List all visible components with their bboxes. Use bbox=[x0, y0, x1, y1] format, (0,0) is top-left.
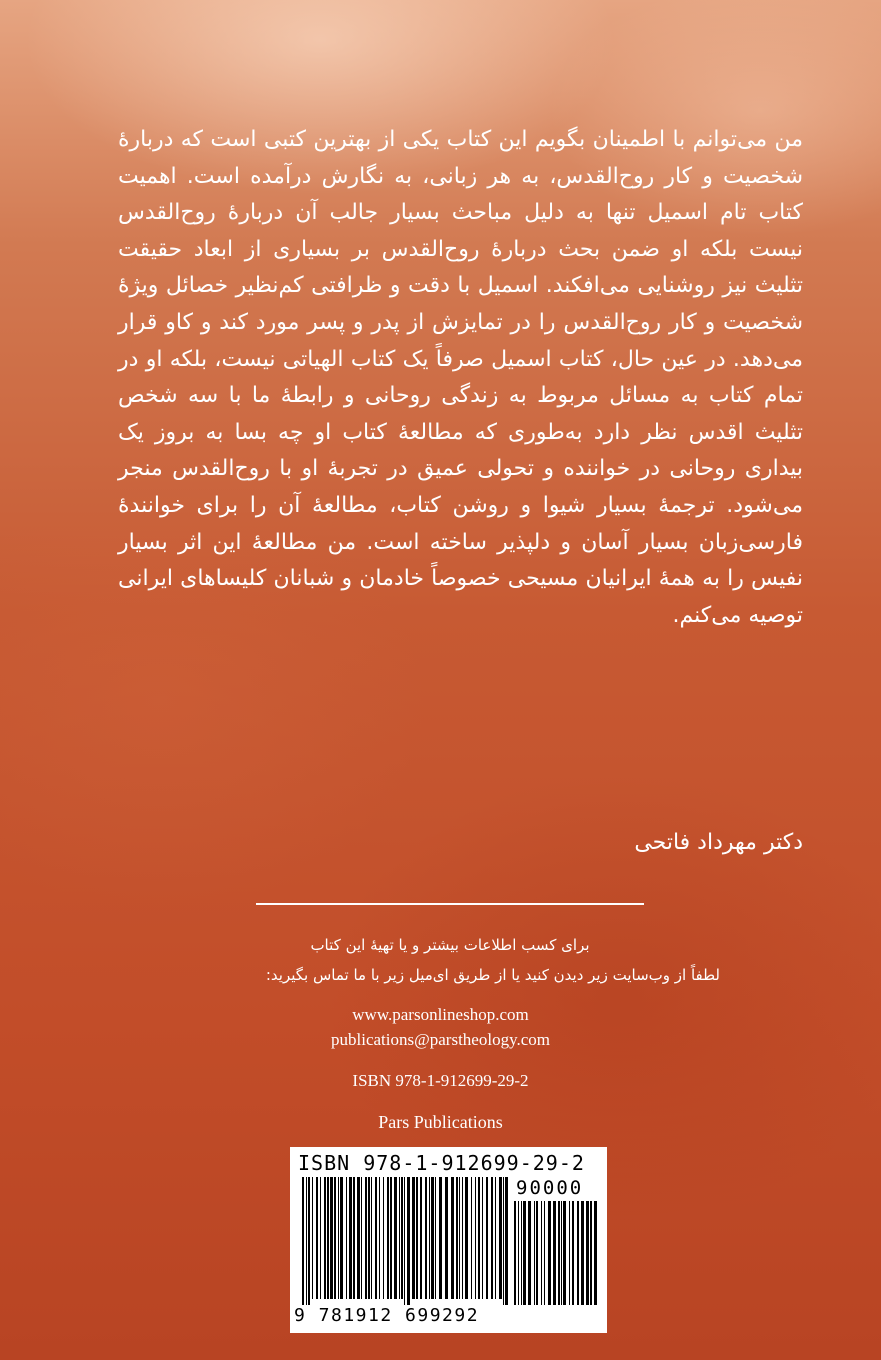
barcode-bar bbox=[465, 1177, 468, 1299]
barcode-bar bbox=[340, 1177, 343, 1299]
barcode-bar bbox=[368, 1177, 370, 1299]
publisher-name: Pars Publications bbox=[378, 1112, 503, 1132]
barcode-panel bbox=[290, 1147, 607, 1333]
barcode-bar bbox=[365, 1177, 367, 1299]
barcode-price-code: 90000 bbox=[516, 1177, 584, 1199]
barcode-bar bbox=[548, 1201, 551, 1305]
barcode-bar bbox=[308, 1177, 310, 1305]
barcode-bar bbox=[445, 1177, 448, 1299]
barcode-bar bbox=[316, 1177, 318, 1299]
barcode-bar bbox=[379, 1177, 380, 1299]
barcode-bar bbox=[518, 1201, 519, 1305]
barcode-bar bbox=[361, 1177, 362, 1299]
blurb-author: دکتر مهرداد فاتحی bbox=[634, 830, 803, 855]
barcode-bar bbox=[429, 1177, 430, 1299]
barcode-bar bbox=[553, 1201, 556, 1305]
barcode-bar bbox=[431, 1177, 434, 1299]
barcode-bar bbox=[486, 1177, 488, 1299]
email-link[interactable]: publications@parstheology.com bbox=[331, 1030, 550, 1049]
barcode-bar bbox=[523, 1201, 526, 1305]
barcode-bar bbox=[586, 1201, 589, 1305]
barcode-bar bbox=[563, 1201, 566, 1305]
barcode-bar bbox=[353, 1177, 355, 1299]
barcode-bar bbox=[338, 1177, 339, 1299]
info-line-1: برای کسب اطلاعات بیشتر و یا تهیهٔ این کتاب bbox=[310, 936, 590, 954]
isbn-text: ISBN 978-1-912699-29-2 bbox=[352, 1071, 529, 1090]
barcode-bar bbox=[577, 1201, 579, 1305]
barcode-bar bbox=[416, 1177, 418, 1299]
barcode-bar bbox=[399, 1177, 400, 1299]
barcode-bar bbox=[302, 1177, 304, 1305]
barcode-bar bbox=[420, 1177, 422, 1299]
barcode-bar bbox=[383, 1177, 384, 1299]
barcode-bar bbox=[505, 1177, 508, 1305]
barcode-bar bbox=[456, 1177, 458, 1299]
barcode-bar bbox=[404, 1177, 405, 1305]
barcode-bar bbox=[435, 1177, 436, 1299]
barcode-bar bbox=[451, 1177, 454, 1299]
barcode-bar bbox=[475, 1177, 476, 1299]
barcode-bar bbox=[471, 1177, 472, 1299]
barcode-bar bbox=[499, 1177, 502, 1299]
barcode-bar bbox=[407, 1177, 410, 1305]
barcode-bar bbox=[346, 1177, 347, 1299]
divider-line bbox=[256, 903, 644, 905]
barcode-bar bbox=[439, 1177, 442, 1299]
barcode-bar bbox=[412, 1177, 415, 1299]
barcode-bar bbox=[327, 1177, 329, 1299]
barcode-bar bbox=[425, 1177, 427, 1299]
barcode-bar bbox=[330, 1177, 333, 1299]
barcode-bar bbox=[521, 1201, 522, 1305]
barcode-bar bbox=[387, 1177, 389, 1299]
barcode-bar bbox=[536, 1201, 538, 1305]
barcode-bar bbox=[371, 1177, 372, 1299]
barcode-main-bars bbox=[302, 1177, 508, 1305]
barcode-bar bbox=[375, 1177, 377, 1299]
barcode-bar bbox=[312, 1177, 313, 1299]
barcode-digits: 9 781912 699292 bbox=[294, 1305, 480, 1326]
barcode-bar bbox=[394, 1177, 397, 1299]
barcode-bar bbox=[590, 1201, 592, 1305]
barcode-bar bbox=[572, 1201, 574, 1305]
barcode-bar bbox=[544, 1201, 545, 1305]
barcode-bar bbox=[558, 1201, 560, 1305]
barcode-bar bbox=[401, 1177, 403, 1299]
barcode-bar bbox=[349, 1177, 352, 1299]
barcode-bar bbox=[561, 1201, 562, 1305]
barcode-bar bbox=[495, 1177, 496, 1299]
barcode-bar bbox=[514, 1201, 516, 1305]
barcode-bar bbox=[491, 1177, 493, 1299]
barcode-bar bbox=[334, 1177, 336, 1299]
info-line-2: لطفاً از وب‌سایت زیر دیدن کنید یا از طریق ای‌میل زیر با ما تماس بگیرید: bbox=[265, 966, 720, 984]
barcode-bar bbox=[569, 1201, 570, 1305]
barcode-bar bbox=[320, 1177, 321, 1299]
barcode-bar bbox=[482, 1177, 483, 1299]
barcode-bar bbox=[594, 1201, 597, 1305]
barcode-bar bbox=[390, 1177, 392, 1299]
website-link[interactable]: www.parsonlineshop.com bbox=[352, 1005, 529, 1024]
barcode-bar bbox=[459, 1177, 460, 1299]
barcode-bar bbox=[581, 1201, 584, 1305]
barcode-bar bbox=[478, 1177, 480, 1299]
barcode-bar bbox=[503, 1177, 504, 1305]
back-cover-blurb: من می‌توانم با اطمینان بگویم این کتاب یکی از بهترین کتبی است که دربارهٔ شخصیت و کار روح‌القدس، به هر زبانی، به نگارش درآمده است. اهمیت کتاب تام اسمیل تنها به دلیل مباحث بسیار جالب آن دربارهٔ روح‌القدس نیست بلکه او ضمن بحث دربارهٔ روح‌القدس بر بسیاری از ابعاد حقیقت تثلیث نیز روشنایی می‌افکند. اسمیل با دقت و ظرافتی کم‌نظیر خصائل ویژهٔ شخصیت و کار روح‌القدس را در تمایزش از پدر و پسر مورد کند و کاو قرار می‌دهد. در عین حال، کتاب اسمیل صرفاً یک کتاب الهیاتی نیست، بلکه او در تمام کتاب به مسائل مربوط به زندگی روحانی و رابطهٔ ما با سه شخص تثلیث اقدس نظر دارد به‌طوری که مطالعهٔ کتاب او چه بسا به بروز یک بیداری روحانی در خواننده و تحولی عمیق در تجربهٔ او با روح‌القدس منجر می‌شود. ترجمهٔ بسیار شیوا و روشن کتاب، مطالعهٔ آن را برای خوانندهٔ فارسی‌زبان بسیار آسان و دلپذیر ساخته است. من مطالعهٔ این اثر بسیار نفیس را به همهٔ ایرانیان مسیحی خصوصاً خادمان و شبانان کلیساهای ایرانی توصیه می‌کنم. bbox=[118, 127, 803, 628]
barcode-bar bbox=[324, 1177, 326, 1299]
barcode-bar bbox=[541, 1201, 542, 1305]
barcode-bar bbox=[534, 1201, 535, 1305]
barcode-bar bbox=[306, 1177, 307, 1305]
barcode-bar bbox=[462, 1177, 463, 1299]
barcode-bar bbox=[357, 1177, 360, 1299]
barcode-isbn-label: ISBN 978-1-912699-29-2 bbox=[298, 1151, 585, 1175]
barcode-addon-bars bbox=[514, 1201, 600, 1305]
barcode-bar bbox=[528, 1201, 531, 1305]
